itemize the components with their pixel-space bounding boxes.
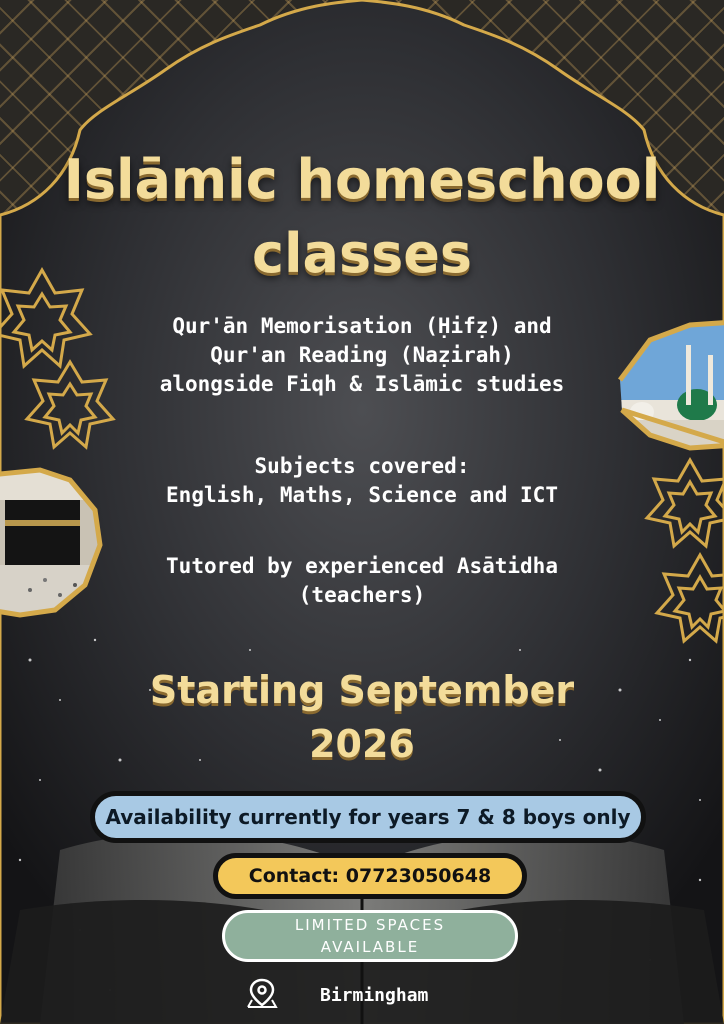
limited-line-2: AVAILABLE <box>320 938 420 956</box>
intro-line-2: Qur'an Reading (Naẓirah) <box>210 343 514 367</box>
subjects-line-2: English, Maths, Science and ICT <box>166 483 558 507</box>
title-line-2: classes <box>251 222 472 285</box>
tutors-text <box>0 552 724 610</box>
limited-line-1: LIMITED SPACES <box>294 916 446 934</box>
start-line-1: Starting September <box>149 668 575 712</box>
availability-badge: Availability currently for years 7 & 8 boys only <box>90 791 646 843</box>
title-line-1: Islāmic homeschool <box>63 148 661 211</box>
location-text: Birmingham <box>320 985 429 1006</box>
subjects-text <box>0 452 724 510</box>
tutors-line-1: Tutored by experienced Asātidha <box>166 554 558 578</box>
intro-line-3: alongside Fiqh & Islāmic studies <box>159 372 565 396</box>
contact-button[interactable]: Contact: 07723050648 <box>213 853 527 899</box>
tutors-line-2: (teachers) <box>298 583 426 607</box>
map-pin-icon <box>245 978 279 1010</box>
limited-spaces-badge <box>222 910 518 962</box>
subjects-line-1: Subjects covered: <box>254 454 470 478</box>
intro-text <box>0 312 724 399</box>
start-line-2: 2026 <box>309 722 415 766</box>
intro-line-1: Qur'ān Memorisation (Ḥifẓ) and <box>172 314 552 338</box>
